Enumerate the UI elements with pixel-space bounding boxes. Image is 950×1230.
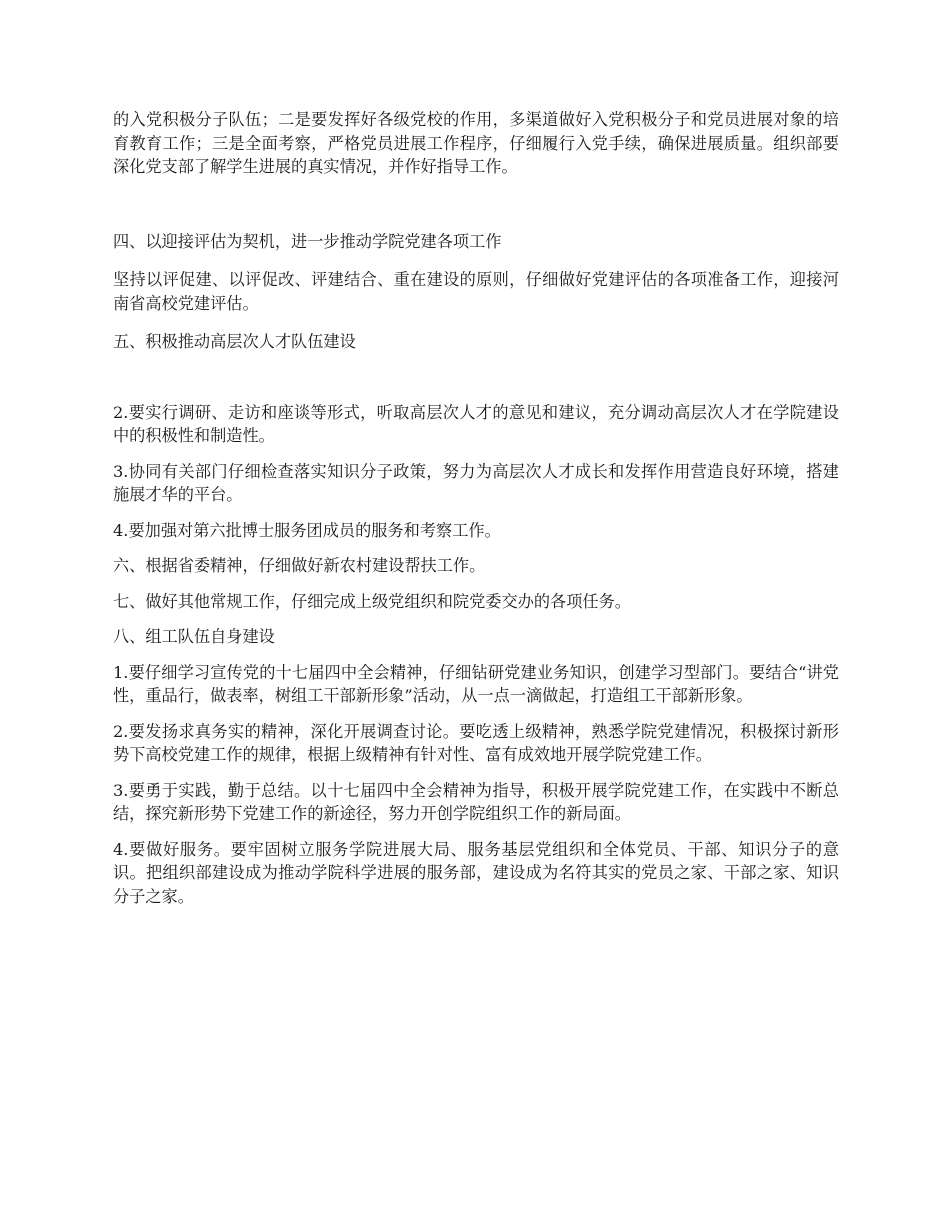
paragraph-team-item-3: 3.要勇于实践，勤于总结。以十七届四中全会精神为指导，积极开展学院党建工作，在实践中不断总结，探究新形势下党建工作的新途径，努力开创学院组织工作的新局面。 (113, 780, 839, 823)
paragraph-talent-item-3: 3.协同有关部门仔细检查落实知识分子政策，努力为高层次人才成长和发挥作用营造良好环境，搭建施展才华的平台。 (113, 461, 839, 504)
heading-section-seven: 七、做好其他常规工作，仔细完成上级党组织和院党委交办的各项任务。 (113, 591, 631, 611)
paragraph-party-activists: 的入党积极分子队伍；二是要发挥好各级党校的作用，多渠道做好入党积极分子和党员进展对象的培育教育工作；三是全面考察，严格党员进展工作程序，仔细履行入党手续，确保进展质量。组织部要深化党支部了解学生进展的真实情况，并作好指导工作。 (113, 110, 839, 176)
paragraph-talent-item-2: 2.要实行调研、走访和座谈等形式，听取高层次人才的意见和建议，充分调动高层次人才在学院建设中的积极性和制造性。 (113, 402, 839, 445)
heading-section-eight: 八、组工队伍自身建设 (113, 627, 275, 646)
paragraph-team-item-4: 4.要做好服务。要牢固树立服务学院进展大局、服务基层党组织和全体党员、干部、知识分子的意识。把组织部建设成为推动学院科学进展的服务部，建设成为名符其实的党员之家、干部之家、知识分子之家。 (113, 839, 839, 906)
heading-section-five: 五、积极推动高层次人才队伍建设 (113, 332, 356, 351)
heading-section-four: 四、以迎接评估为契机，进一步推动学院党建各项工作 (113, 231, 502, 251)
paragraph-team-item-2: 2.要发扬求真务实的精神，深化开展调查讨论。要吃透上级精神，熟悉学院党建情况，积极探讨新形势下高校党建工作的规律，根据上级精神有针对性、富有成效地开展学院党建工作。 (113, 721, 839, 764)
paragraph-team-item-1: 1.要仔细学习宣传党的十七届四中全会精神，仔细钻研党建业务知识，创建学习型部门。要结合“讲党性，重品行，做表率，树组工干部新形象”活动，从一点一滴做起，打造组工干部新形象。 (113, 662, 839, 705)
paragraph-talent-item-4: 4.要加强对第六批博士服务团成员的服务和考察工作。 (113, 520, 501, 540)
heading-section-six: 六、根据省委精神，仔细做好新农村建设帮扶工作。 (113, 556, 486, 575)
paragraph-evaluation: 坚持以评促建、以评促改、评建结合、重在建设的原则，仔细做好党建评估的各项准备工作，迎接河南省高校党建评估。 (113, 270, 839, 313)
document-body (113, 108, 839, 908)
